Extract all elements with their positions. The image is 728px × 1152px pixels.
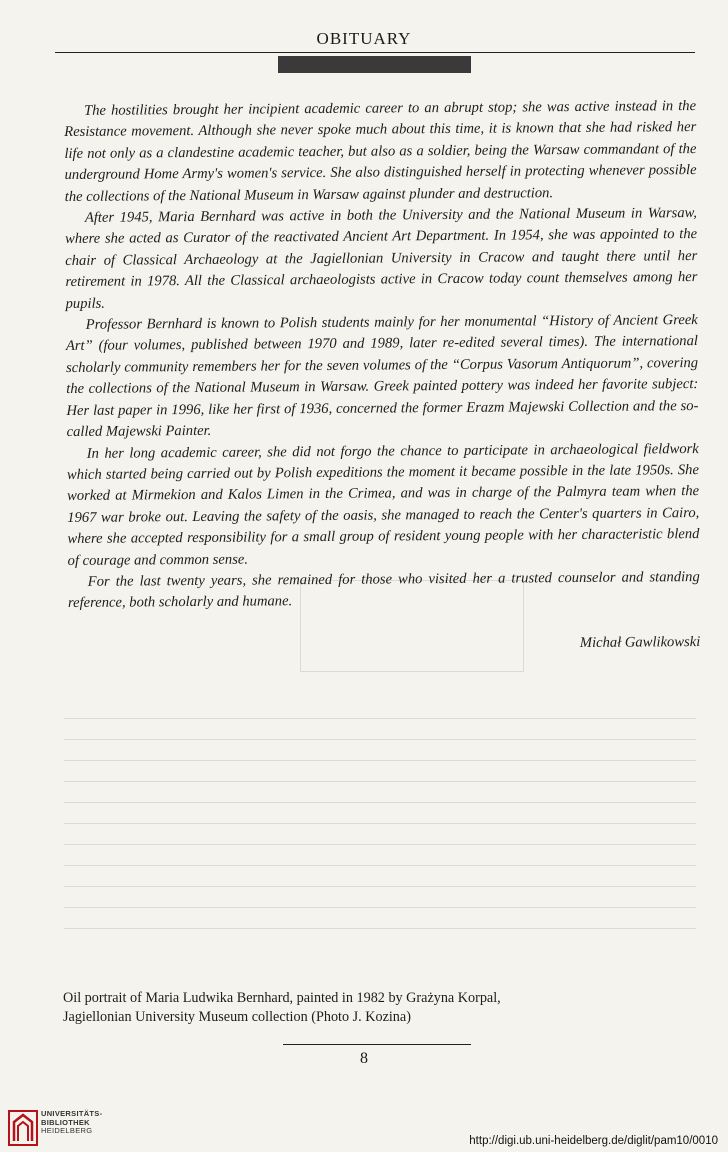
author-signature: Michał Gawlikowski (579, 633, 701, 651)
header-block (278, 56, 471, 73)
paragraph: In her long academic career, she did not forgo the chance to participate in archaeological fieldwork which started being carried out by Polish expeditions the moment it became possible in the late 1950s. She worked at Mirmekion and Kalos Limen in the Crimea, and was in charge of the Palmyra team when the 1967 war broke out. Leaving the safety of the oasis, she managed to reach the Center's quarters in Cairo, where she accepted responsibility for a small group of resident young people with her characteristic blend of courage and common sense. (66, 440, 700, 569)
source-url-link[interactable]: http://digi.ub.uni-heidelberg.de/diglit/pam10/0010 (469, 1135, 718, 1147)
library-logo-icon (6, 1108, 40, 1148)
library-name-line: UNIVERSITÄTS- (41, 1109, 103, 1118)
paragraph: The hostilities brought her incipient academic career to an abrupt stop; she was active instead in the Resistance movement. Although she never spoke much about this time, it is known that she had risked her life not only as a clandestine academic teacher, but also as a soldier, being the Warsaw commandant of the underground Home Army's women's service. She also distinguished herself in protecting whenever possible the collections of the National Museum in Warsaw against plunder and destruction. (64, 98, 697, 205)
library-name (41, 1110, 102, 1136)
footer-rule (283, 1044, 471, 1045)
obituary-body (64, 96, 700, 658)
paragraph: Professor Bernhard is known to Polish students mainly for her monumental “History of Ancient Greek Art” (four volumes, published between 1970 and 1989, later re-edited several times). The international scholarly community remembers her for the seven volumes of the “Corpus Vasorum Antiquorum”, covering the collections of the National Museum in Warsaw. Greek painted pottery was indeed her favorite subject: Her last paper in 1996, like her first of 1936, concerned the former Erazm Majewski Collection and the so-called Majewski Painter. (65, 312, 699, 441)
caption-line: Oil portrait of Maria Ludwika Bernhard, painted in 1982 by Grażyna Korpal, (63, 990, 501, 1006)
caption-line: Jagiellonian University Museum collection (Photo J. Kozina) (63, 1009, 411, 1025)
paragraph: For the last twenty years, she remained for those who visited her a trusted counselor and standing reference, both scholarly and humane. (67, 568, 700, 612)
running-header: OBITUARY (316, 29, 412, 48)
bleed-through-lines (64, 718, 696, 949)
library-name-line: BIBLIOTHEK (41, 1117, 90, 1127)
library-name-line: HEIDELBERG (41, 1126, 93, 1135)
paragraph: After 1945, Maria Bernhard was active in both the University and the National Museum in Warsaw, where she acted as Curator of the reactivated Ancient Art Department. In 1954, she was appointed to the chair of Classical Archaeology at the Jagiellonian University in Cracow and taught there until her retirement in 1978. All the Classical archaeologists active in Cracow today count themselves among her pupils. (65, 205, 698, 312)
figure-caption (63, 989, 543, 1027)
header-rule (55, 52, 695, 53)
page-number: 8 (360, 1050, 368, 1067)
